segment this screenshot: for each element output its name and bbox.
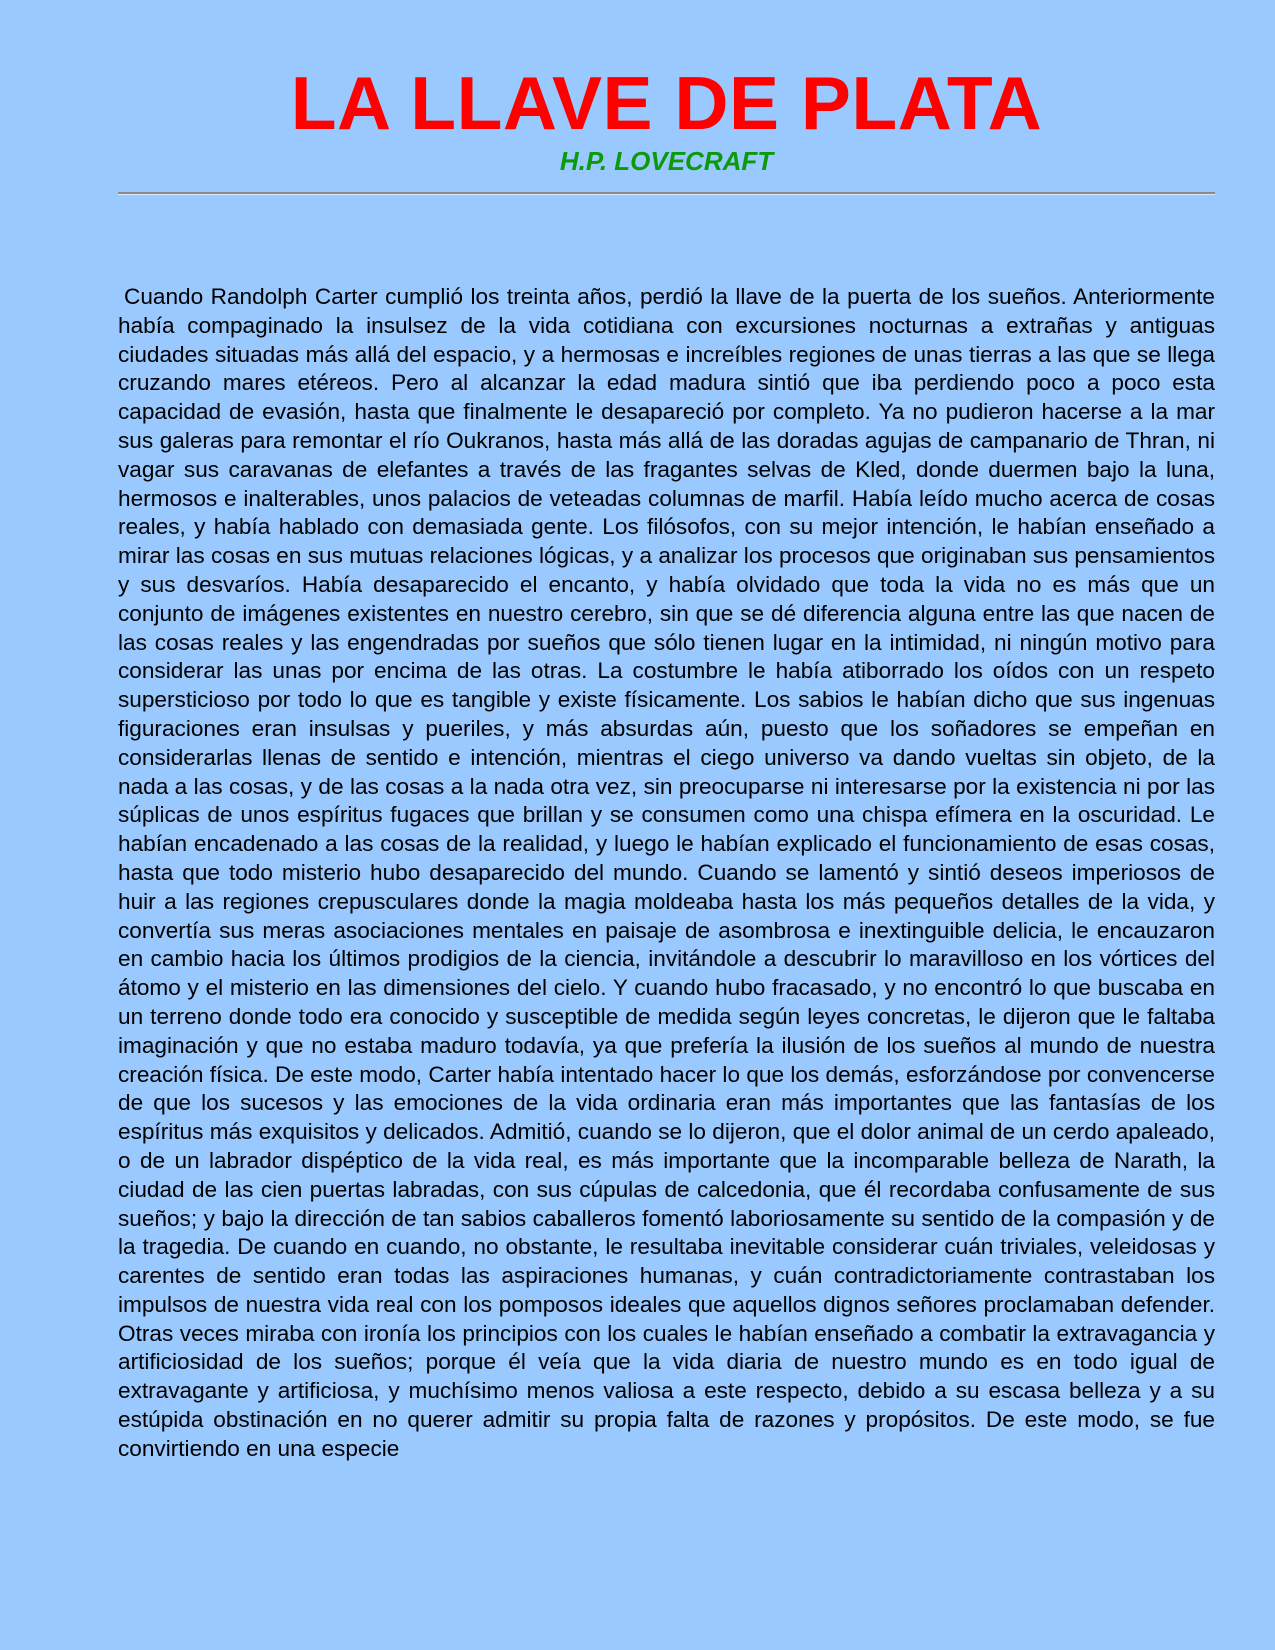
body-paragraph: Cuando Randolph Carter cumplió los treinta años, perdió la llave de la puerta de los sueños. Anteriormente había compaginado la insulsez de la vida cotidiana con excursiones nocturnas a extrañas y antiguas ciudades situadas más allá del espacio, y a hermosas e increíbles regiones de unas tierras a las que se llega cruzando mares etéreos. Pero al alcanzar la edad madura sintió que iba perdiendo poco a poco esta capacidad de evasión, hasta que finalmente le desapareció por completo. Ya no pudieron hacerse a la mar sus galeras para remontar el río Oukranos, hasta más allá de las doradas agujas de campanario de Thran, ni vagar sus caravanas de elefantes a través de las fragantes selvas de Kled, donde duermen bajo la luna, hermosos e inalterables, unos palacios de veteadas columnas de marfil. Había leído mucho acerca de cosas reales, y había hablado con demasiada gente. Los filósofos, con su mejor intención, le habían enseñado a mirar las cosas en sus mutuas relaciones lógicas, y a analizar los procesos que originaban sus pensamientos y sus desvaríos. Había desaparecido el encanto, y había olvidado que toda la vida no es más que un conjunto de imágenes existentes en nuestro cerebro, sin que se dé diferencia alguna entre las que nacen de las cosas reales y las engendradas por sueños que sólo tienen lugar en la intimidad, ni ningún motivo para considerar las unas por encima de las otras. La costumbre le había atiborrado los oídos con un respeto supersticioso por todo lo que es tangible y existe físicamente. Los sabios le habían dicho que sus ingenuas figuraciones eran insulsas y pueriles, y más absurdas aún, puesto que los soñadores se empeñan en considerarlas llenas de sentido e intención, mientras el ciego universo va dando vueltas sin objeto, de la nada a las cosas, y de las cosas a la nada otra vez, sin preocuparse ni interesarse por la existencia ni por las súplicas de unos espíritus fugaces que brillan y se consumen como una chispa efímera en la oscuridad. Le habían encadenado a las cosas de la realidad, y luego le habían explicado el funcionamiento de esas cosas, hasta que todo misterio hubo desaparecido del mundo. Cuando se lamentó y sintió deseos imperiosos de huir a las regiones crepusculares donde la magia moldeaba hasta los más pequeños detalles de la vida, y convertía sus meras asociaciones mentales en paisaje de asombrosa e inextinguible delicia, le encauzaron en cambio hacia los últimos prodigios de la ciencia, invitándole a descubrir lo maravilloso en los vórtices del átomo y el misterio en las dimensiones del cielo. Y cuando hubo fracasado, y no encontró lo que buscaba en un terreno donde todo era conocido y susceptible de medida según leyes concretas, le dijeron que le faltaba imaginación y que no estaba maduro todavía, ya que prefería la ilusión de los sueños al mundo de nuestra creación física. De este modo, Carter había intentado hacer lo que los demás, esforzándose por convencerse de que los sucesos y las emociones de la vida ordinaria eran más importantes que las fantasías de los espíritus más exquisitos y delicados. Admitió, cuando se lo dijeron, que el dolor animal de un cerdo apaleado, o de un labrador dispéptico de la vida real, es más importante que la incomparable belleza de Narath, la ciudad de las cien puertas labradas, con sus cúpulas de calcedonia, que él recordaba confusamente de sus sueños; y bajo la dirección de tan sabios caballeros fomentó laboriosamente su sentido de la compasión y de la tragedia. De cuando en cuando, no obstante, le resultaba inevitable considerar cuán triviales, veleidosas y carentes de sentido eran todas las aspiraciones humanas, y cuán contradictoriamente contrastaban los impulsos de nuestra vida real con los pomposos ideales que aquellos dignos señores proclamaban defender. Otras veces miraba con ironía los principios con los cuales le habían enseñado a combatir la extravagancia y artificiosidad de los sueños; porque él veía que la vida diaria de nuestro mundo es en todo igual de extravagante y artificiosa, y muchísimo menos valiosa a este respecto, debido a su escasa belleza y a su estúpida obstinación en no querer admitir su propia falta de razones y propósitos. De este modo, se fue convirtiendo en una especie xyxy=(118,284,1215,1461)
header-divider xyxy=(118,192,1215,195)
document-author: H.P. LOVECRAFT xyxy=(559,146,774,176)
document-title: LA LLAVE DE PLATA xyxy=(290,61,1043,145)
